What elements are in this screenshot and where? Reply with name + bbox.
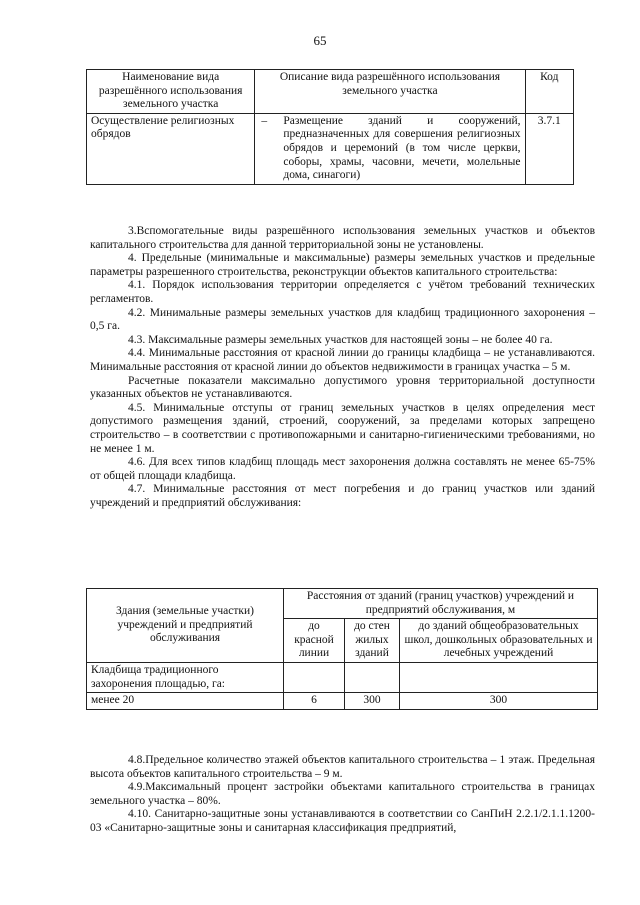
paragraph: 4.8.Предельное количество этажей объектов капитального строительства – 1 этаж. Предельная высота объектов капитального строительства – 9 м.: [90, 754, 595, 780]
value-residential-walls: 300: [345, 693, 400, 710]
empty-cell: [345, 662, 400, 692]
paragraph: Расчетные показатели максимально допустимого уровня территориальной доступности указанных объектов не устанавливаются.: [90, 374, 595, 401]
empty-cell: [400, 662, 598, 692]
paragraph: 4. Предельные (минимальные и максимальные) размеры земельных участков и предельные параметры разрешенного строительства, реконструкции объектов капитального строительства:: [90, 252, 595, 278]
paragraph: 4.1. Порядок использования территории определяется с учётом требований технических регламентов.: [90, 279, 595, 305]
value-red-line: 6: [284, 693, 345, 710]
table-header-row: [87, 589, 598, 619]
use-code-cell: 3.7.1: [525, 113, 573, 184]
table-row: [87, 113, 574, 184]
paragraph: 4.6. Для всех типов кладбищ площадь мест захоронения должна составлять не менее 65-75% от общей площади кладбища.: [90, 456, 595, 482]
header-use-description: Описание вида разрешённого использования земельного участка: [255, 70, 525, 114]
header-distances-group: Расстояния от зданий (границ участков) учреждений и предприятий обслуживания, м: [284, 589, 598, 619]
header-use-name: Наименование вида разрешённого использования земельного участка: [87, 70, 255, 114]
row-label-cell: менее 20: [87, 693, 284, 710]
use-description-text: Размещение зданий и сооружений, предназначенных для совершения религиозных обрядов и церемоний (в том числе церкви, соборы, храмы, часовни, мечети, молельные дома, синагоги): [283, 114, 521, 182]
page-number: 65: [313, 33, 327, 48]
table-row: [87, 693, 598, 710]
header-buildings: Здания (земельные участки) учреждений и предприятий обслуживания: [87, 589, 284, 663]
section-label-cell: Кладбища традиционного захоронения площадью, га:: [87, 662, 284, 692]
land-use-table: [86, 69, 574, 185]
table-header-row: [87, 70, 574, 114]
header-schools: до зданий общеобразовательных школ, дошкольных образовательных и лечебных учреждений: [400, 619, 598, 663]
paragraph: 4.5. Минимальные отступы от границ земельных участков в целях определения мест допустимого размещения зданий, строений, сооружений, за пределами которых запрещено строительство – в соответствии с противопожарными и санитарно-гигиеническими требованиями, но не менее 1 м.: [90, 401, 595, 455]
paragraph: 4.3. Максимальные размеры земельных участков для настоящей зоны – не более 40 га.: [128, 333, 553, 346]
paragraph: 4.9.Максимальный процент застройки объектами капитального строительства в границах земельного участка – 80%.: [90, 781, 595, 807]
list-dash: –: [261, 114, 268, 127]
table-section-row: [87, 662, 598, 692]
use-description-cell: [255, 113, 525, 184]
empty-cell: [284, 662, 345, 692]
use-name-cell: Осуществление религиозных обрядов: [87, 113, 255, 184]
distance-table: [86, 588, 598, 710]
paragraph: 4.7. Минимальные расстояния от мест погребения и до границ участков или зданий учреждений и предприятий обслуживания:: [90, 483, 595, 509]
paragraph: 4.4. Минимальные расстояния от красной линии до границы кладбища – не устанавливаются. Минимальные расстояния от красной линии до объектов недвижимости в границах участка – 5 м.: [90, 347, 595, 373]
paragraph: 4.2. Минимальные размеры земельных участков для кладбищ традиционного захоронения – 0,5 га.: [90, 306, 595, 333]
paragraph: 4.10. Санитарно-защитные зоны устанавливаются в соответствии со СанПиН 2.2.1/2.1.1.1200-03 «Санитарно-защитные зоны и санитарная классификация предприятий,: [90, 808, 595, 834]
header-code: Код: [525, 70, 573, 114]
paragraph: 3.Вспомогательные виды разрешённого использования земельных участков и объектов капитального строительства для данной территориальной зоны не установлены.: [90, 225, 595, 251]
header-residential-walls: до стен жилых зданий: [345, 619, 400, 663]
body-text-block-2: [90, 754, 595, 836]
body-text-block: [90, 225, 595, 510]
header-red-line: до красной линии: [284, 619, 345, 663]
value-schools: 300: [400, 693, 598, 710]
